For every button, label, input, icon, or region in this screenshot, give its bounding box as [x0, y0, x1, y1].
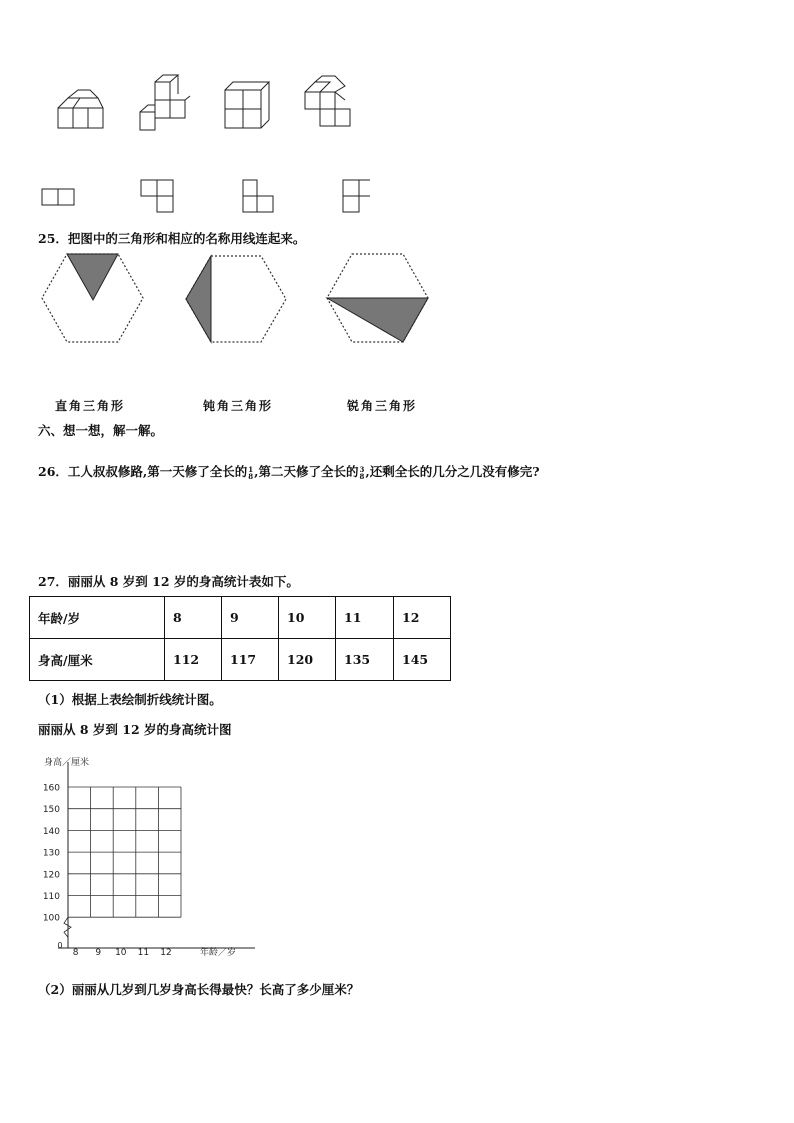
y-tick-label: 160	[42, 783, 60, 794]
cube-figure-2	[140, 75, 190, 130]
x-tick-label: 8	[72, 948, 79, 958]
origin-label: 0	[57, 941, 63, 950]
label-right-triangle[interactable]: 直角三角形	[55, 399, 126, 413]
y-tick-label: 140	[42, 826, 60, 837]
y-axis-label: 身高／厘米	[44, 758, 90, 768]
y-tick-label: 120	[42, 870, 60, 881]
table-row-ages	[30, 597, 451, 639]
x-tick-label: 9	[95, 948, 102, 958]
cube-figures	[30, 70, 370, 220]
question-27-part-2: （2）丽丽从几岁到几岁身高长得最快？长高了多少厘米？	[38, 982, 360, 997]
table-cell: 117	[222, 639, 279, 681]
table-cell: 10	[279, 597, 336, 639]
q26-suffix: ,还剩全长的几分之几没有修完?	[365, 464, 540, 479]
hexagon-2	[186, 256, 286, 342]
question-26	[38, 462, 540, 480]
hexagon-3	[327, 254, 428, 342]
fraction-1-numerator: 1	[248, 464, 254, 474]
fraction-2	[359, 466, 364, 480]
hexagon-1	[42, 254, 143, 342]
view-4	[343, 180, 370, 212]
question-27: 27．丽丽从 8 岁到 12 岁的身高统计表如下。	[38, 574, 299, 589]
table-cell: 112	[165, 639, 222, 681]
table-header-age: 年龄/岁	[30, 597, 165, 639]
label-obtuse-triangle[interactable]: 钝角三角形	[203, 399, 274, 413]
q26-middle: ,第二天修了全长的	[254, 464, 359, 479]
x-axis-label: 年龄／岁	[200, 948, 237, 958]
x-tick-label: 12	[160, 948, 172, 958]
fraction-1-denominator: 8	[248, 471, 254, 481]
fraction-1	[248, 466, 253, 480]
table-cell: 120	[279, 639, 336, 681]
question-25: 25．把图中的三角形和相应的名称用线连起来。	[38, 231, 306, 246]
table-cell: 9	[222, 597, 279, 639]
fraction-2-numerator: 3	[359, 464, 365, 474]
view-3	[243, 180, 273, 212]
height-line-chart[interactable]	[30, 750, 270, 965]
y-tick-label: 100	[42, 913, 60, 924]
x-tick-label: 11	[137, 948, 150, 958]
table-cell: 8	[165, 597, 222, 639]
y-tick-label: 110	[42, 892, 60, 902]
table-cell: 135	[336, 639, 394, 681]
x-tick-label: 10	[115, 948, 127, 958]
y-tick-label: 130	[42, 848, 60, 859]
table-row-heights	[30, 639, 451, 681]
q26-prefix: 26．工人叔叔修路,第一天修了全长的	[38, 464, 248, 479]
fraction-2-denominator: 8	[359, 471, 365, 481]
cube-figure-4	[305, 76, 350, 126]
table-header-height: 身高/厘米	[30, 639, 165, 681]
table-cell: 12	[394, 597, 451, 639]
question-27-part-1: （1）根据上表绘制折线统计图。	[38, 692, 222, 707]
label-acute-triangle[interactable]: 锐角三角形	[347, 399, 418, 413]
view-2	[141, 180, 173, 212]
cube-figure-1	[58, 90, 103, 128]
cube-figure-3	[225, 82, 269, 128]
section-6-heading: 六、想一想，解一解。	[38, 423, 164, 438]
chart-heading: 丽丽从 8 岁到 12 岁的身高统计图	[38, 722, 232, 737]
table-cell: 145	[394, 639, 451, 681]
view-1	[42, 189, 74, 205]
height-table	[29, 596, 451, 681]
y-tick-label: 150	[42, 805, 60, 816]
hexagon-figures	[40, 252, 440, 347]
table-cell: 11	[336, 597, 394, 639]
